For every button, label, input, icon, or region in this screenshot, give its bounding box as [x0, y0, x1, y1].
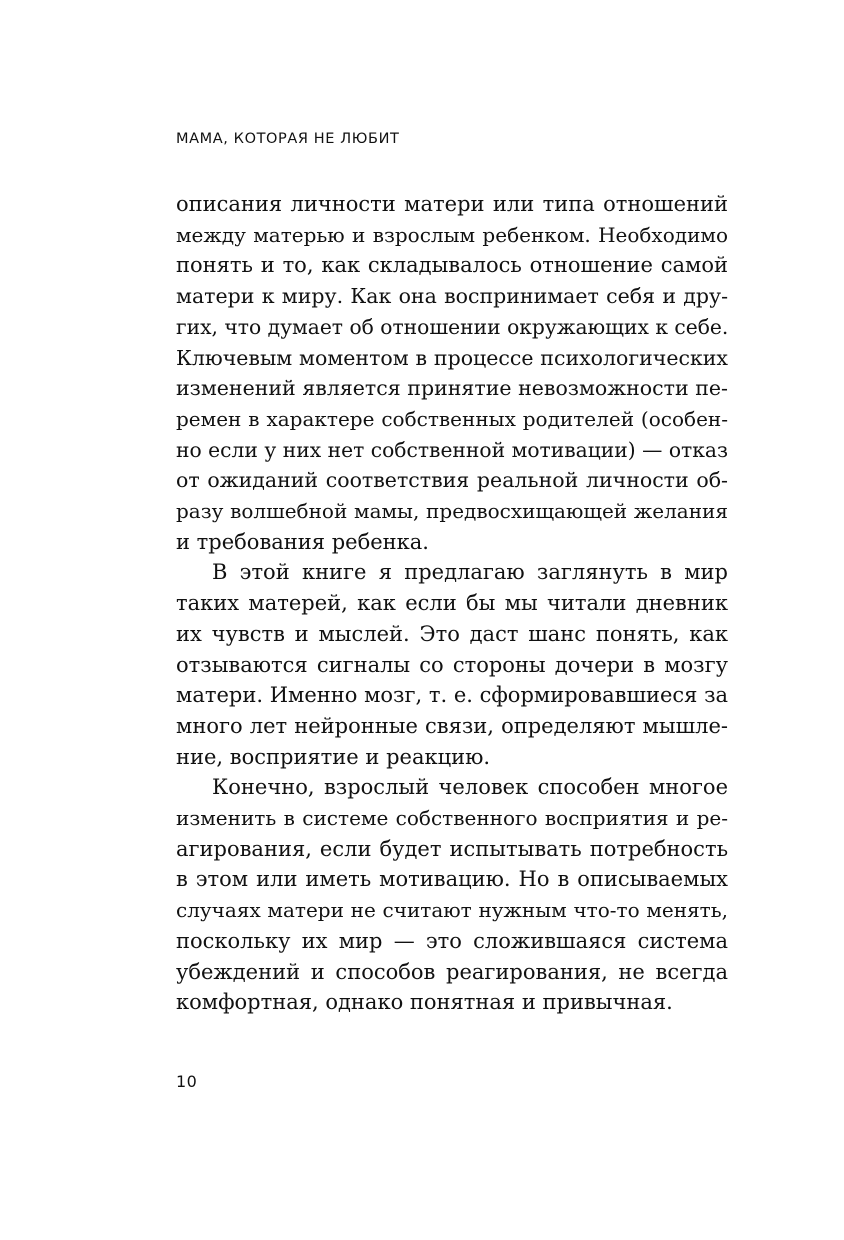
- text-line: разу волшебной мамы, предвосхищающей желания: [176, 499, 728, 524]
- text-line: убеждений и способов реагирования, не всегда: [176, 959, 728, 984]
- text-line: Конечно, взрослый человек способен многое: [212, 775, 728, 800]
- text-line: ремен в характере собственных родителей (особен-: [176, 406, 728, 431]
- text-line: агирования, если будет испытывать потребность: [176, 836, 728, 861]
- text-line: гих, что думает об отношении окружающих к себе.: [176, 314, 728, 339]
- text-line: но если у них нет собственной мотивации) — отказ: [176, 437, 728, 462]
- text-line: В этой книге я предлагаю заглянуть в мир: [212, 560, 728, 585]
- text-line: и требования ребенка.: [176, 529, 429, 554]
- page-number: 10: [176, 1072, 198, 1091]
- paragraph-3: [176, 772, 728, 1018]
- text-line: матери. Именно мозг, т. е. сформировавшиеся за: [176, 683, 728, 708]
- text-line: от ожиданий соответствия реальной личности об-: [176, 468, 728, 493]
- running-head: МАМА, КОТОРАЯ НЕ ЛЮБИТ: [176, 131, 400, 147]
- text-line: ние, восприятие и реакцию.: [176, 744, 491, 769]
- text-line: Ключевым моментом в процессе психологических: [176, 345, 728, 370]
- text-line: случаях матери не считают нужным что-то менять,: [176, 898, 728, 923]
- text-line: таких матерей, как если бы мы читали дневник: [176, 591, 728, 616]
- body-text: [176, 189, 728, 1018]
- text-line: в этом или иметь мотивацию. Но в описываемых: [176, 867, 728, 892]
- text-line: много лет нейронные связи, определяют мышле-: [176, 713, 728, 738]
- text-line: комфортная, однако понятная и привычная.: [176, 990, 673, 1015]
- text-line: матери к миру. Как она воспринимает себя и дру-: [176, 284, 728, 309]
- text-line: понять и то, как складывалось отношение самой: [176, 253, 728, 278]
- paragraph-1: [176, 189, 728, 557]
- paragraph-2: [176, 557, 728, 772]
- text-line: их чувств и мыслей. Это даст шанс понять, как: [176, 621, 728, 646]
- text-line: между матерью и взрослым ребенком. Необходимо: [176, 222, 728, 247]
- text-line: отзываются сигналы со стороны дочери в мозгу: [176, 652, 728, 677]
- text-line: изменить в системе собственного восприятия и ре-: [176, 806, 728, 831]
- text-line: изменений является принятие невозможности пе-: [176, 376, 728, 401]
- text-line: описания личности матери или типа отношений: [176, 192, 728, 216]
- text-line: поскольку их мир — это сложившаяся система: [176, 928, 728, 953]
